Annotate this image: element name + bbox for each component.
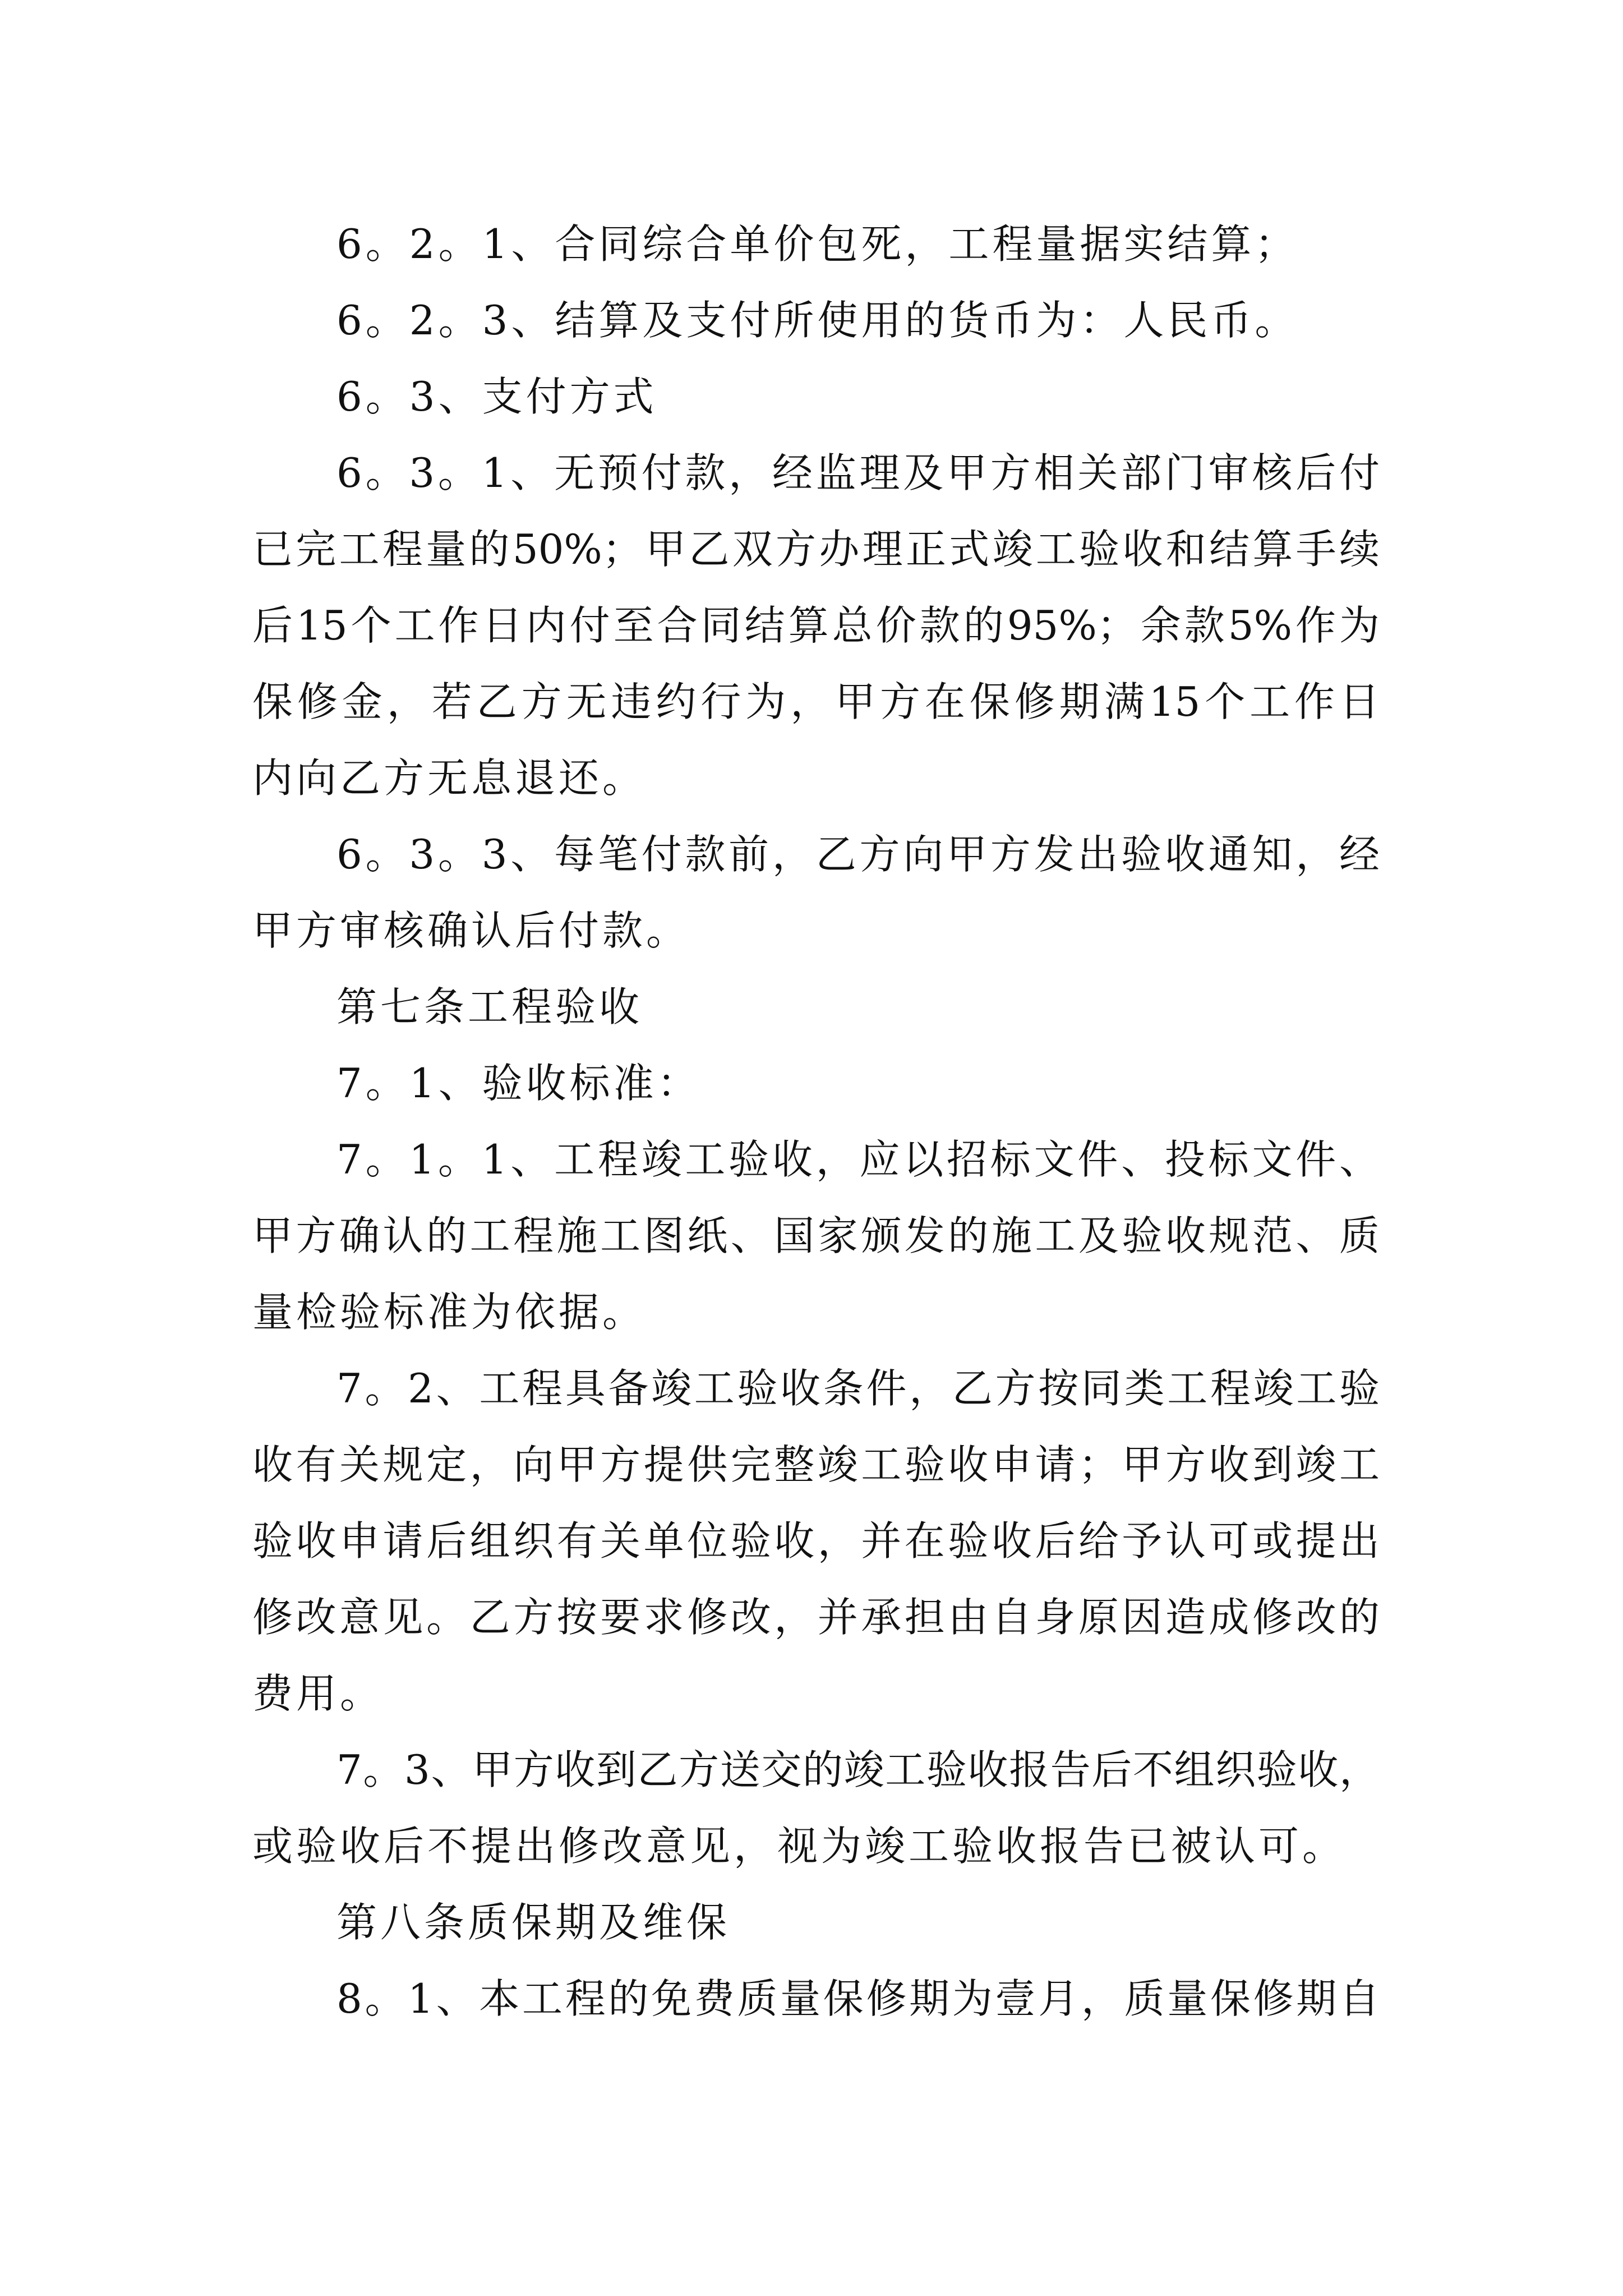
- clause-7-2-line-4: 修改意见。乙方按要求修改，并承担由自身原因造成修改的: [252, 1594, 1380, 1641]
- clause-6-3-1-line-3: 后15个工作日内付至合同结算总价款的95%；余款5%作为: [252, 602, 1380, 649]
- clause-6-3-3-line-1: 6。3。3、每笔付款前，乙方向甲方发出验收通知，经: [336, 831, 1380, 878]
- clause-7-3-line-1: 7。3、甲方收到乙方送交的竣工验收报告后不组织验收，: [336, 1746, 1380, 1793]
- clause-6-3-3-line-2: 甲方审核确认后付款。: [252, 907, 690, 954]
- clause-7-2-line-1: 7。2、工程具备竣工验收条件，乙方按同类工程竣工验: [336, 1365, 1380, 1412]
- clause-6-3-1-line-4: 保修金，若乙方无违约行为，甲方在保修期满15个工作日: [252, 678, 1380, 725]
- heading-6-3: 6。3、支付方式: [336, 373, 657, 420]
- clause-6-3-1-line-1: 6。3。1、无预付款，经监理及甲方相关部门审核后付: [336, 449, 1380, 496]
- clause-7-2-line-3: 验收申请后组织有关单位验收，并在验收后给予认可或提出: [252, 1517, 1380, 1565]
- article-8-heading: 第八条质保期及维保: [336, 1899, 731, 1946]
- clause-7-1: 7。1、验收标准：: [336, 1060, 701, 1107]
- clause-6-2-1: 6。2。1、合同综合单价包死，工程量据实结算；: [336, 220, 1299, 268]
- clause-6-2-3: 6。2。3、结算及支付所使用的货币为：人民币。: [336, 297, 1299, 344]
- clause-6-3-1-line-2: 已完工程量的50%；甲乙双方办理正式竣工验收和结算手续: [252, 526, 1380, 573]
- clause-7-3-line-2: 或验收后不提出修改意见，视为竣工验收报告已被认可。: [252, 1823, 1347, 1870]
- article-7-heading: 第七条工程验收: [336, 983, 643, 1030]
- clause-7-2-line-5: 费用。: [252, 1670, 384, 1717]
- clause-7-1-1-line-2: 甲方确认的工程施工图纸、国家颁发的施工及验收规范、质: [252, 1212, 1380, 1259]
- clause-7-2-line-2: 收有关规定，向甲方提供完整竣工验收申请；甲方收到竣工: [252, 1441, 1380, 1488]
- clause-7-1-1-line-1: 7。1。1、工程竣工验收，应以招标文件、投标文件、: [336, 1136, 1380, 1183]
- clause-7-1-1-line-3: 量检验标准为依据。: [252, 1289, 647, 1336]
- clause-8-1-line-1: 8。1、本工程的免费质量保修期为壹月，质量保修期自: [336, 1975, 1380, 2022]
- clause-6-3-1-line-5: 内向乙方无息退还。: [252, 754, 647, 802]
